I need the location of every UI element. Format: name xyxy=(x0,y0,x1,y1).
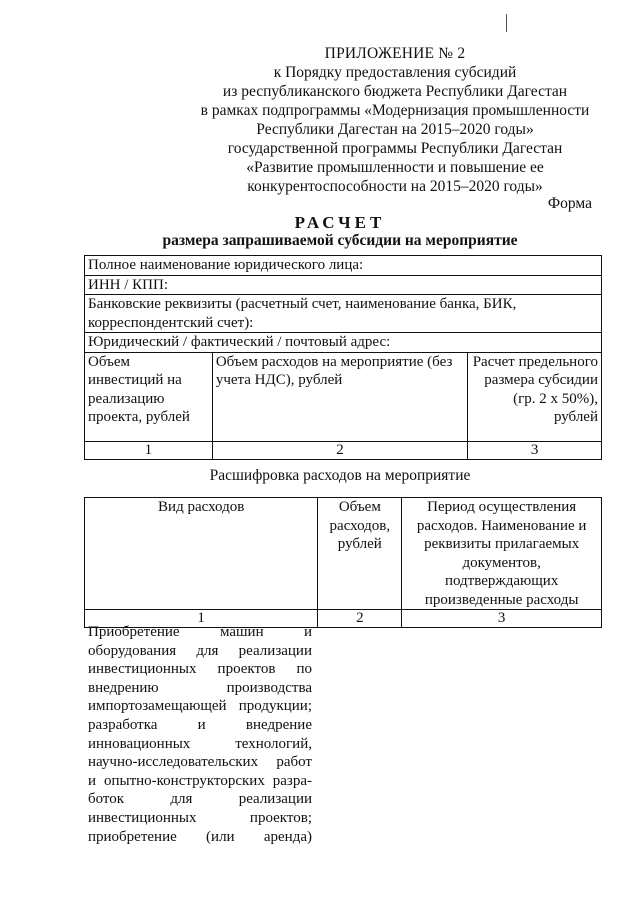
appendix-title: ПРИЛОЖЕНИЕ № 2 xyxy=(324,45,466,62)
document-title: РАСЧЕТ xyxy=(294,213,386,232)
expense-description xyxy=(88,623,312,846)
appendix-line: конкурентоспособности на 2015–2020 годы» xyxy=(247,178,543,195)
section-title: Расшифровка расходов на мероприятие xyxy=(209,467,471,484)
expense-line: приобретение (или аренда) xyxy=(88,828,312,845)
column-number: 2 xyxy=(212,441,467,459)
expense-line: инвестиционных проектов по xyxy=(88,661,312,678)
expense-line: научно-исследовательских работ xyxy=(88,754,312,771)
expense-line: инвестиционных проектов; xyxy=(88,809,312,826)
calculation-table xyxy=(84,255,602,460)
bank-details-row: Банковские реквизиты (расчетный счет, наименование банка, БИК, корреспондентский счет): xyxy=(85,295,602,333)
appendix-line: из республиканского бюджета Республики Дагестан xyxy=(222,83,568,100)
expense-amount-header: Объем расходов, рублей xyxy=(318,498,402,610)
expense-line: и опытно-конструкторских разра- xyxy=(88,772,312,789)
expense-line: боток для реализации xyxy=(88,791,312,808)
column-number: 1 xyxy=(85,441,213,459)
address-row: Юридический / фактический / почтовый адрес: xyxy=(85,333,602,353)
expenses-breakdown-table xyxy=(84,497,602,628)
expense-period-header: Период осуществления расходов. Наименование и реквизиты прилагаемых документов, подтверждающих произведенные расходы xyxy=(402,498,602,610)
expense-line: импортозамещающей продукции; xyxy=(88,698,312,715)
legal-name-row: Полное наименование юридического лица: xyxy=(85,256,602,276)
expense-type-header: Вид расходов xyxy=(85,498,318,610)
column-number: 3 xyxy=(468,441,602,459)
column-number: 1 xyxy=(85,610,318,628)
subsidy-column-header: Расчет предельного размера субсидии (гр. 2 х 50%), рублей xyxy=(468,352,602,441)
appendix-line: к Порядку предоставления субсидий xyxy=(273,64,517,81)
appendix-line: государственной программы Республики Дагестан xyxy=(227,140,563,157)
form-label: Форма xyxy=(547,195,592,212)
appendix-line: в рамках подпрограммы «Модернизация промышленности xyxy=(200,102,590,119)
column-number: 3 xyxy=(402,610,602,628)
expense-line: разработка и внедрение xyxy=(88,716,312,733)
expense-line: оборудования для реализации xyxy=(88,642,312,659)
investment-column-header: Объем инвестиций на реализацию проекта, рублей xyxy=(85,352,213,441)
expense-line: инновационных технологий, xyxy=(88,735,312,752)
appendix-line: Республики Дагестан на 2015–2020 годы» xyxy=(256,121,534,138)
expense-line: Приобретение машин и xyxy=(88,624,312,640)
appendix-line: «Развитие промышленности и повышение ее xyxy=(246,159,544,176)
expenses-column-header: Объем расходов на мероприятие (без учета НДС), рублей xyxy=(212,352,467,441)
expense-line: внедрению производства xyxy=(88,679,312,696)
scan-mark xyxy=(506,14,507,32)
inn-kpp-row: ИНН / КПП: xyxy=(85,275,602,295)
document-subtitle: размера запрашиваемой субсидии на мероприятие xyxy=(162,232,518,249)
appendix-header xyxy=(190,44,600,196)
column-number: 2 xyxy=(318,610,402,628)
